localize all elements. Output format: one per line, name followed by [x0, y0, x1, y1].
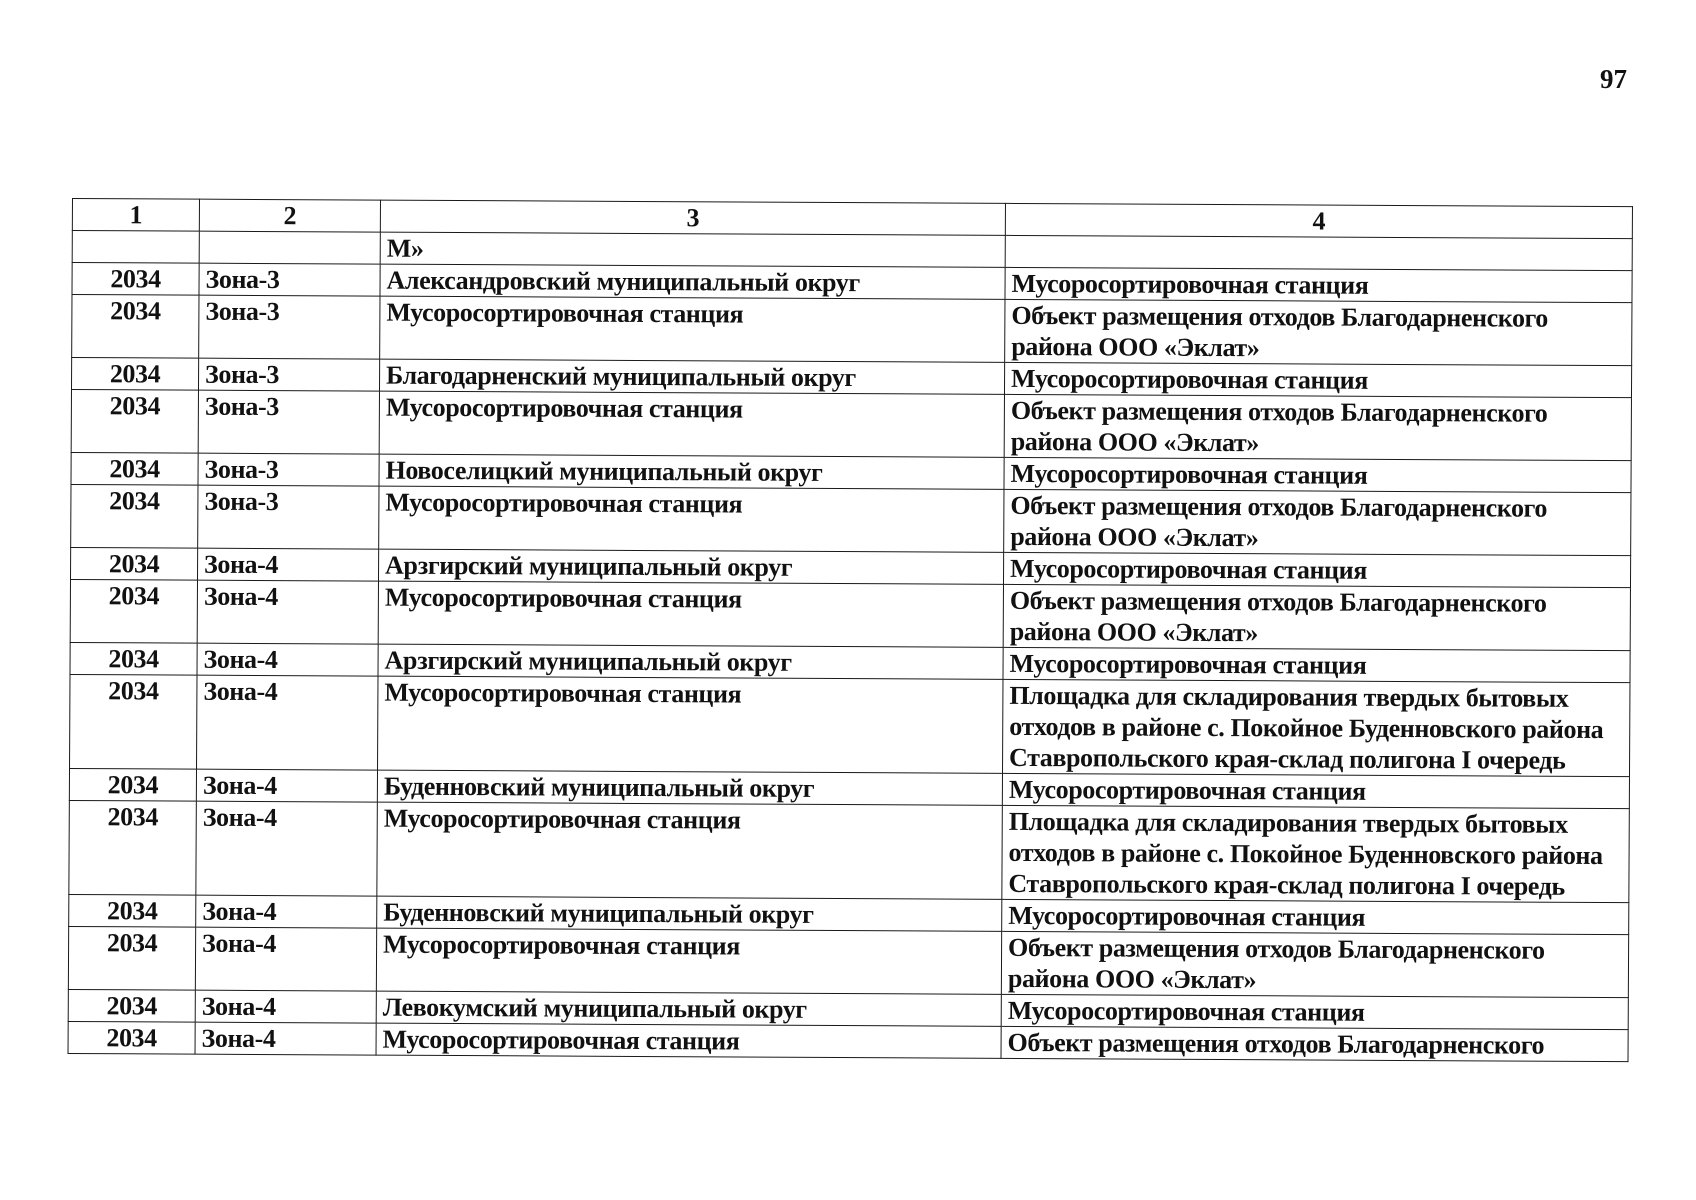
year-cell: 2034: [68, 989, 195, 1022]
year-cell: 2034: [69, 800, 196, 895]
source-cell: Мусоросортировочная станция: [379, 391, 1004, 457]
source-cell: Буденновский муниципальный округ: [377, 770, 1002, 805]
zone-cell: Зона-4: [195, 927, 376, 991]
source-cell: Благодарненский муниципальный округ: [379, 359, 1004, 394]
table-cell: [199, 231, 380, 264]
source-cell: Александровский муниципальный округ: [380, 264, 1005, 299]
table-body: [68, 231, 1632, 1062]
source-cell: Арзгирский муниципальный округ: [378, 549, 1003, 584]
year-cell: 2034: [72, 295, 199, 359]
source-cell: Мусоросортировочная станция: [377, 802, 1002, 899]
destination-cell: Мусоросортировочная станция: [1002, 773, 1629, 808]
source-cell: Арзгирский муниципальный округ: [378, 644, 1003, 679]
zone-cell: Зона-3: [198, 390, 379, 454]
destination-cell: Объект размещения отходов Благодарненского района ООО «Эклат»: [1003, 584, 1630, 650]
table-cell: [1005, 235, 1632, 270]
zone-cell: Зона-4: [196, 769, 377, 802]
zone-cell: Зона-3: [198, 453, 379, 486]
table-cell: [72, 231, 199, 264]
table-row: [70, 674, 1630, 776]
year-cell: 2034: [68, 926, 195, 990]
destination-cell: Мусоросортировочная станция: [1004, 362, 1631, 397]
year-cell: 2034: [68, 1021, 195, 1054]
destination-cell: Мусоросортировочная станция: [1004, 457, 1631, 492]
table-cell: М»: [380, 232, 1005, 267]
zone-cell: Зона-4: [197, 580, 378, 644]
destination-cell: Площадка для складирования твердых бытовых отходов в районе с. Покойное Буденновского района Ставропольского края-склад полигона I очередь: [1003, 679, 1630, 776]
destination-cell: Объект размещения отходов Благодарненского района ООО «Эклат»: [1004, 394, 1631, 460]
table-row: [68, 1021, 1628, 1061]
column-header: 2: [199, 199, 380, 232]
source-cell: Мусоросортировочная станция: [378, 676, 1003, 773]
year-cell: 2034: [71, 452, 198, 485]
zone-cell: Зона-4: [195, 990, 376, 1023]
source-cell: Мусоросортировочная станция: [376, 928, 1001, 994]
source-cell: Мусоросортировочная станция: [380, 296, 1005, 362]
year-cell: 2034: [70, 579, 197, 643]
zone-cell: Зона-3: [198, 358, 379, 391]
zone-cell: Зона-3: [199, 295, 380, 359]
destination-cell: Объект размещения отходов Благодарненского района ООО «Эклат»: [1005, 299, 1632, 365]
destination-cell: Объект размещения отходов Благодарненского района ООО «Эклат»: [1001, 931, 1628, 997]
destination-cell: Мусоросортировочная станция: [1003, 647, 1630, 682]
data-table: [68, 198, 1633, 1062]
year-cell: 2034: [71, 547, 198, 580]
zone-cell: Зона-4: [197, 675, 378, 770]
source-cell: Мусоросортировочная станция: [378, 581, 1003, 647]
page-number: 97: [1600, 64, 1627, 94]
year-cell: 2034: [71, 390, 198, 454]
year-cell: 2034: [70, 674, 197, 769]
table-row: [69, 800, 1629, 902]
year-cell: 2034: [72, 263, 199, 296]
destination-cell: Мусоросортировочная станция: [1002, 899, 1629, 934]
zone-cell: Зона-4: [195, 1022, 376, 1055]
zone-cell: Зона-3: [198, 485, 379, 549]
destination-cell: Мусоросортировочная станция: [1001, 994, 1628, 1029]
year-cell: 2034: [69, 894, 196, 927]
year-cell: 2034: [71, 484, 198, 548]
year-cell: 2034: [71, 358, 198, 391]
table-row: [72, 295, 1632, 366]
table-row: [70, 579, 1630, 650]
destination-cell: Объект размещения отходов Благодарненского: [1001, 1026, 1628, 1061]
year-cell: 2034: [70, 642, 197, 675]
table-row: [68, 926, 1628, 997]
zone-cell: Зона-4: [197, 643, 378, 676]
source-cell: Левокумский муниципальный округ: [376, 991, 1001, 1026]
destination-cell: Мусоросортировочная станция: [1003, 552, 1630, 587]
table-row: [71, 390, 1631, 461]
column-header: 4: [1005, 203, 1632, 238]
destination-cell: Объект размещения отходов Благодарненского района ООО «Эклат»: [1004, 489, 1631, 555]
column-header: 1: [72, 199, 199, 232]
destination-cell: Площадка для складирования твердых бытовых отходов в районе с. Покойное Буденновского района Ставропольского края-склад полигона I очередь: [1002, 805, 1629, 902]
table-row: [71, 484, 1631, 555]
zone-cell: Зона-4: [198, 548, 379, 581]
source-cell: Мусоросортировочная станция: [379, 486, 1004, 552]
year-cell: 2034: [69, 768, 196, 801]
source-cell: Мусоросортировочная станция: [376, 1023, 1001, 1058]
zone-cell: Зона-4: [196, 895, 377, 928]
source-cell: Буденновский муниципальный округ: [377, 896, 1002, 931]
destination-cell: Мусоросортировочная станция: [1005, 267, 1632, 302]
zone-cell: Зона-4: [196, 801, 377, 896]
column-header: 3: [380, 200, 1005, 235]
zone-cell: Зона-3: [199, 263, 380, 296]
source-cell: Новоселицкий муниципальный округ: [379, 454, 1004, 489]
